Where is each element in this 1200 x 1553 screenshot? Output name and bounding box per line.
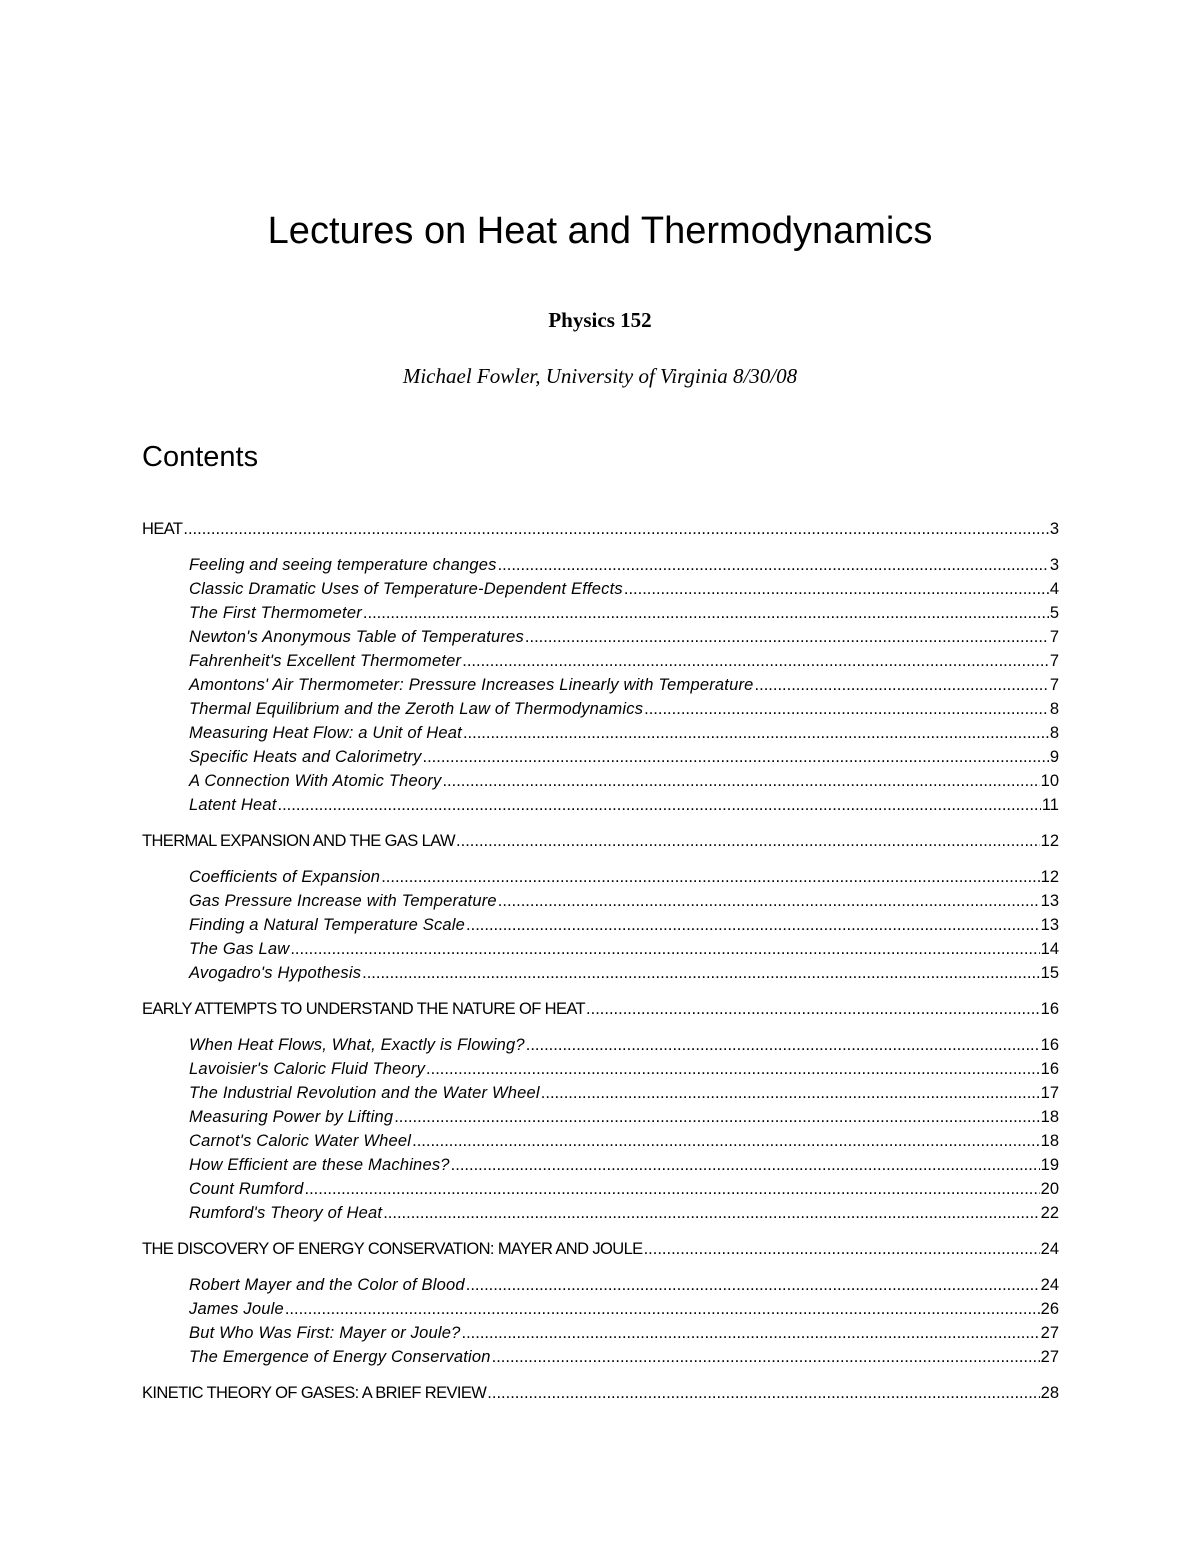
toc-page-number: 26 bbox=[1040, 1300, 1059, 1318]
toc-page-number: 12 bbox=[1040, 868, 1059, 886]
toc-page-number: 3 bbox=[1049, 520, 1059, 538]
toc-dot-leader bbox=[363, 602, 1049, 624]
toc-subsection-entry[interactable] bbox=[189, 1178, 1059, 1200]
document-title: Lectures on Heat and Thermodynamics bbox=[267, 210, 933, 252]
toc-dot-leader bbox=[466, 1274, 1040, 1296]
toc-dot-leader bbox=[644, 1238, 1040, 1260]
toc-subsection-entry[interactable] bbox=[189, 602, 1059, 624]
toc-entry-title: HEAT bbox=[142, 520, 183, 538]
toc-section-entry[interactable] bbox=[142, 518, 1059, 540]
toc-section-entry[interactable] bbox=[142, 1382, 1059, 1404]
toc-subsection-entry[interactable] bbox=[189, 938, 1059, 960]
toc-subsection-entry[interactable] bbox=[189, 554, 1059, 576]
toc-dot-leader bbox=[304, 1178, 1039, 1200]
toc-section-entry[interactable] bbox=[142, 830, 1059, 852]
toc-dot-leader bbox=[492, 1346, 1040, 1368]
toc-page-number: 7 bbox=[1049, 652, 1059, 670]
toc-dot-leader bbox=[394, 1106, 1039, 1128]
toc-subsection-entry[interactable] bbox=[189, 746, 1059, 768]
toc-entry-title: Measuring Power by Lifting bbox=[189, 1108, 394, 1126]
toc-subsection-entry[interactable] bbox=[189, 1058, 1059, 1080]
toc-page-number: 16 bbox=[1040, 1060, 1059, 1078]
toc-entry-title: THE DISCOVERY OF ENERGY CONSERVATION: MAYER AND JOULE bbox=[142, 1240, 643, 1258]
toc-page-number: 27 bbox=[1040, 1324, 1059, 1342]
toc-entry-title: Carnot's Caloric Water Wheel bbox=[189, 1132, 412, 1150]
toc-page-number: 12 bbox=[1040, 832, 1059, 850]
toc-page-number: 7 bbox=[1049, 628, 1059, 646]
toc-page-number: 27 bbox=[1040, 1348, 1059, 1366]
toc-dot-leader bbox=[586, 998, 1040, 1020]
toc-dot-leader bbox=[644, 698, 1049, 720]
toc-entry-title: The Industrial Revolution and the Water Wheel bbox=[189, 1084, 540, 1102]
toc-subsection-entry[interactable] bbox=[189, 1034, 1059, 1056]
toc-entry-title: Fahrenheit's Excellent Thermometer bbox=[189, 652, 462, 670]
toc-dot-leader bbox=[755, 674, 1049, 696]
toc-page-number: 8 bbox=[1049, 724, 1059, 742]
toc-dot-leader bbox=[498, 554, 1049, 576]
toc-entry-title: THERMAL EXPANSION AND THE GAS LAW bbox=[142, 832, 456, 850]
course-name: Physics 152 bbox=[548, 308, 652, 332]
toc-page-number: 8 bbox=[1049, 700, 1059, 718]
toc-dot-leader bbox=[466, 914, 1040, 936]
toc-dot-leader bbox=[451, 1154, 1040, 1176]
toc-entry-title: Robert Mayer and the Color of Blood bbox=[189, 1276, 465, 1294]
toc-subsection-entry[interactable] bbox=[189, 1130, 1059, 1152]
toc-dot-leader bbox=[498, 890, 1040, 912]
toc-dot-leader bbox=[541, 1082, 1040, 1104]
toc-subsection-entry[interactable] bbox=[189, 890, 1059, 912]
toc-entry-title: Amontons' Air Thermometer: Pressure Increases Linearly with Temperature bbox=[189, 676, 754, 694]
toc-dot-leader bbox=[456, 830, 1040, 852]
toc-dot-leader bbox=[462, 1322, 1040, 1344]
toc-page-number: 18 bbox=[1040, 1132, 1059, 1150]
toc-entry-title: When Heat Flows, What, Exactly is Flowing? bbox=[189, 1036, 525, 1054]
toc-subsection-entry[interactable] bbox=[189, 578, 1059, 600]
toc-dot-leader bbox=[526, 1034, 1040, 1056]
toc-subsection-entry[interactable] bbox=[189, 1202, 1059, 1224]
toc-entry-title: Feeling and seeing temperature changes bbox=[189, 556, 497, 574]
toc-subsection-entry[interactable] bbox=[189, 770, 1059, 792]
toc-page-number: 18 bbox=[1040, 1108, 1059, 1126]
toc-dot-leader bbox=[285, 1298, 1040, 1320]
toc-entry-title: Lavoisier's Caloric Fluid Theory bbox=[189, 1060, 426, 1078]
toc-entry-title: The Emergence of Energy Conservation bbox=[189, 1348, 491, 1366]
toc-page-number: 7 bbox=[1049, 676, 1059, 694]
toc-entry-title: Latent Heat bbox=[189, 796, 277, 814]
toc-dot-leader bbox=[381, 866, 1039, 888]
toc-dot-leader bbox=[362, 962, 1040, 984]
toc-entry-title: But Who Was First: Mayer or Joule? bbox=[189, 1324, 461, 1342]
toc-subsection-entry[interactable] bbox=[189, 962, 1059, 984]
toc-page-number: 3 bbox=[1049, 556, 1059, 574]
toc-entry-title: Coefficients of Expansion bbox=[189, 868, 381, 886]
toc-page-number: 16 bbox=[1040, 1000, 1059, 1018]
toc-subsection-entry[interactable] bbox=[189, 698, 1059, 720]
toc-page-number: 24 bbox=[1040, 1276, 1059, 1294]
toc-entry-title: Newton's Anonymous Table of Temperatures bbox=[189, 628, 524, 646]
toc-dot-leader bbox=[426, 1058, 1040, 1080]
toc-section-entry[interactable] bbox=[142, 998, 1059, 1020]
toc-dot-leader bbox=[442, 770, 1039, 792]
toc-page-number: 24 bbox=[1040, 1240, 1059, 1258]
toc-entry-title: KINETIC THEORY OF GASES: A BRIEF REVIEW bbox=[142, 1384, 487, 1402]
toc-entry-title: The Gas Law bbox=[189, 940, 290, 958]
toc-dot-leader bbox=[290, 938, 1039, 960]
toc-dot-leader bbox=[463, 722, 1049, 744]
toc-entry-title: Avogadro's Hypothesis bbox=[189, 964, 362, 982]
toc-entry-title: Classic Dramatic Uses of Temperature-Dependent Effects bbox=[189, 580, 623, 598]
contents-heading: Contents bbox=[142, 441, 259, 473]
toc-subsection-entry[interactable] bbox=[189, 1346, 1059, 1368]
toc-entry-title: A Connection With Atomic Theory bbox=[189, 772, 442, 790]
author-line: Michael Fowler, University of Virginia 8/30/08 bbox=[402, 364, 798, 388]
toc-entry-title: The First Thermometer bbox=[189, 604, 362, 622]
toc-subsection-entry[interactable] bbox=[189, 914, 1059, 936]
toc-subsection-entry[interactable] bbox=[189, 674, 1059, 696]
toc-page-number: 14 bbox=[1040, 940, 1059, 958]
toc-subsection-entry[interactable] bbox=[189, 794, 1059, 816]
toc-page-number: 4 bbox=[1049, 580, 1059, 598]
toc-page-number: 16 bbox=[1040, 1036, 1059, 1054]
toc-entry-title: EARLY ATTEMPTS TO UNDERSTAND THE NATURE OF HEAT bbox=[142, 1000, 586, 1018]
toc-dot-leader bbox=[487, 1382, 1039, 1404]
toc-page-number: 19 bbox=[1040, 1156, 1059, 1174]
toc-entry-title: Count Rumford bbox=[189, 1180, 304, 1198]
toc-subsection-entry[interactable] bbox=[189, 722, 1059, 744]
toc-dot-leader bbox=[624, 578, 1049, 600]
toc-page-number: 11 bbox=[1041, 796, 1059, 814]
toc-entry-title: How Efficient are these Machines? bbox=[189, 1156, 450, 1174]
toc-section-entry[interactable] bbox=[142, 1238, 1059, 1260]
toc-page-number: 9 bbox=[1049, 748, 1059, 766]
toc-dot-leader bbox=[423, 746, 1049, 768]
toc-entry-title: Finding a Natural Temperature Scale bbox=[189, 916, 466, 934]
toc-entry-title: Thermal Equilibrium and the Zeroth Law of Thermodynamics bbox=[189, 700, 644, 718]
toc-subsection-entry[interactable] bbox=[189, 626, 1059, 648]
toc-entry-title: Specific Heats and Calorimetry bbox=[189, 748, 422, 766]
toc-page-number: 13 bbox=[1040, 892, 1059, 910]
toc-page-number: 13 bbox=[1040, 916, 1059, 934]
toc-dot-leader bbox=[412, 1130, 1040, 1152]
toc-entry-title: Rumford's Theory of Heat bbox=[189, 1204, 383, 1222]
toc-page-number: 15 bbox=[1040, 964, 1059, 982]
toc-dot-leader bbox=[278, 794, 1041, 816]
toc-entry-title: Measuring Heat Flow: a Unit of Heat bbox=[189, 724, 462, 742]
toc-entry-title: Gas Pressure Increase with Temperature bbox=[189, 892, 497, 910]
toc-page-number: 22 bbox=[1040, 1204, 1059, 1222]
toc-entry-title: James Joule bbox=[189, 1300, 284, 1318]
toc-subsection-entry[interactable] bbox=[189, 866, 1059, 888]
toc-dot-leader bbox=[525, 626, 1049, 648]
toc-dot-leader bbox=[183, 518, 1048, 540]
toc-subsection-entry[interactable] bbox=[189, 1106, 1059, 1128]
toc-page-number: 5 bbox=[1049, 604, 1059, 622]
toc-subsection-entry[interactable] bbox=[189, 1298, 1059, 1320]
toc-subsection-entry[interactable] bbox=[189, 1154, 1059, 1176]
toc-page-number: 28 bbox=[1040, 1384, 1059, 1402]
toc-page-number: 17 bbox=[1040, 1084, 1059, 1102]
toc-subsection-entry[interactable] bbox=[189, 650, 1059, 672]
toc-subsection-entry[interactable] bbox=[189, 1274, 1059, 1296]
toc-page-number: 20 bbox=[1040, 1180, 1059, 1198]
toc-page-number: 10 bbox=[1040, 772, 1059, 790]
toc-dot-leader bbox=[462, 650, 1049, 672]
toc-subsection-entry[interactable] bbox=[189, 1082, 1059, 1104]
toc-subsection-entry[interactable] bbox=[189, 1322, 1059, 1344]
toc-dot-leader bbox=[383, 1202, 1039, 1224]
